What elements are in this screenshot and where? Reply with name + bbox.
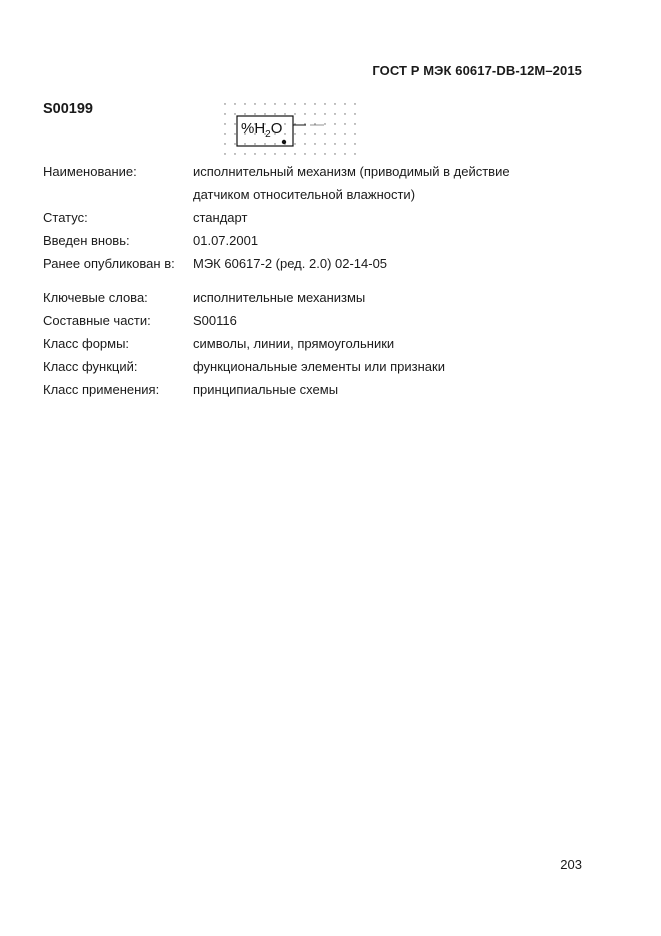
grid-dot [224,113,225,114]
grid-dot [314,143,315,144]
connection-point [282,140,286,144]
grid-dot [314,133,315,134]
grid-dot [294,113,295,114]
document-header: ГОСТ Р МЭК 60617-DB-12М–2015 [372,63,582,78]
grid-dot [344,153,345,154]
grid-dot [294,153,295,154]
grid-dot [254,143,255,144]
field-components-value: S00116 [193,313,237,328]
field-name-label: Наименование: [43,164,137,179]
field-name-value: исполнительный механизм (приводимый в действие датчиком относительной влажности) [193,164,510,202]
field-application-class-label: Класс применения: [43,382,160,397]
grid-dot [254,153,255,154]
symbol-code: S00199 [43,101,93,117]
grid-dot [234,103,235,104]
grid-dot [354,113,355,114]
grid-dot [284,123,285,124]
field-published-label: Ранее опубликован в: [43,256,175,271]
grid-dot [284,103,285,104]
grid-dot [224,133,225,134]
field-keywords-value: исполнительные механизмы [193,290,366,305]
grid-dot [264,113,265,114]
grid-dot [344,123,345,124]
grid-dot [294,133,295,134]
grid-dot [244,113,245,114]
grid-dot [354,153,355,154]
field-function-class-label: Класс функций: [43,359,138,374]
symbol-label: $\%H_2O$ [241,120,283,140]
grid-dot [324,153,325,154]
grid-dot [294,123,295,124]
grid-dot [304,143,305,144]
grid-dot [314,153,315,154]
grid-dot [324,143,325,144]
grid-dot [264,103,265,104]
grid-dot [284,133,285,134]
grid-dot [264,143,265,144]
grid-dot [344,143,345,144]
grid-dot [334,133,335,134]
field-function-class-value: функциональные элементы или признаки [193,359,445,374]
grid-dot [274,143,275,144]
field-published-value: МЭК 60617-2 (ред. 2.0) 02-14-05 [193,256,388,271]
grid-dot [304,153,305,154]
grid-dot [324,103,325,104]
grid-dot [324,113,325,114]
field-status-value: стандарт [193,210,248,225]
grid-dot [314,103,315,104]
page-number: 203 [560,857,582,872]
grid-dot [314,123,315,124]
grid-dot [224,153,225,154]
grid-dot [314,113,315,114]
grid-dot [234,153,235,154]
grid-dot [354,123,355,124]
field-name [43,160,603,206]
grid-dot [294,143,295,144]
field-application-class-value: принципиальные схемы [193,382,339,397]
field-form-class-value: символы, линии, прямоугольники [193,336,395,351]
grid-dot [354,103,355,104]
grid-dot [304,113,305,114]
grid-dot [304,133,305,134]
grid-dot [244,153,245,154]
grid-dot [234,143,235,144]
field-introduced-label: Введен вновь: [43,233,130,248]
grid-dot [234,133,235,134]
grid-dot [284,113,285,114]
field-status-label: Статус: [43,210,88,225]
grid-dot [294,103,295,104]
actuator-humidity-symbol [220,98,360,160]
grid-dot [334,103,335,104]
grid-dot [224,143,225,144]
grid-dot [354,133,355,134]
grid-dot [254,103,255,104]
grid-dot [224,103,225,104]
grid-dot [274,153,275,154]
grid-dot [334,113,335,114]
grid-dot [304,103,305,104]
grid-dot [284,153,285,154]
field-components-label: Составные части: [43,313,151,328]
grid-dot [334,143,335,144]
grid-dot [234,123,235,124]
field-introduced-value: 01.07.2001 [193,233,259,248]
grid-dot [354,143,355,144]
grid-dot [334,153,335,154]
grid-dot [334,123,335,124]
grid-dot [244,103,245,104]
grid-dot [344,113,345,114]
grid-dot [244,143,245,144]
grid-dot [274,103,275,104]
grid-dot [324,133,325,134]
grid-dot [344,133,345,134]
grid-dot [304,123,305,124]
field-form-class-label: Класс формы: [43,336,130,351]
grid-dot [254,113,255,114]
grid-dot [234,113,235,114]
grid-dot [344,103,345,104]
grid-dot [264,153,265,154]
grid-dot [324,123,325,124]
grid-dot [274,113,275,114]
field-keywords-label: Ключевые слова: [43,290,148,305]
grid-dot [224,123,225,124]
